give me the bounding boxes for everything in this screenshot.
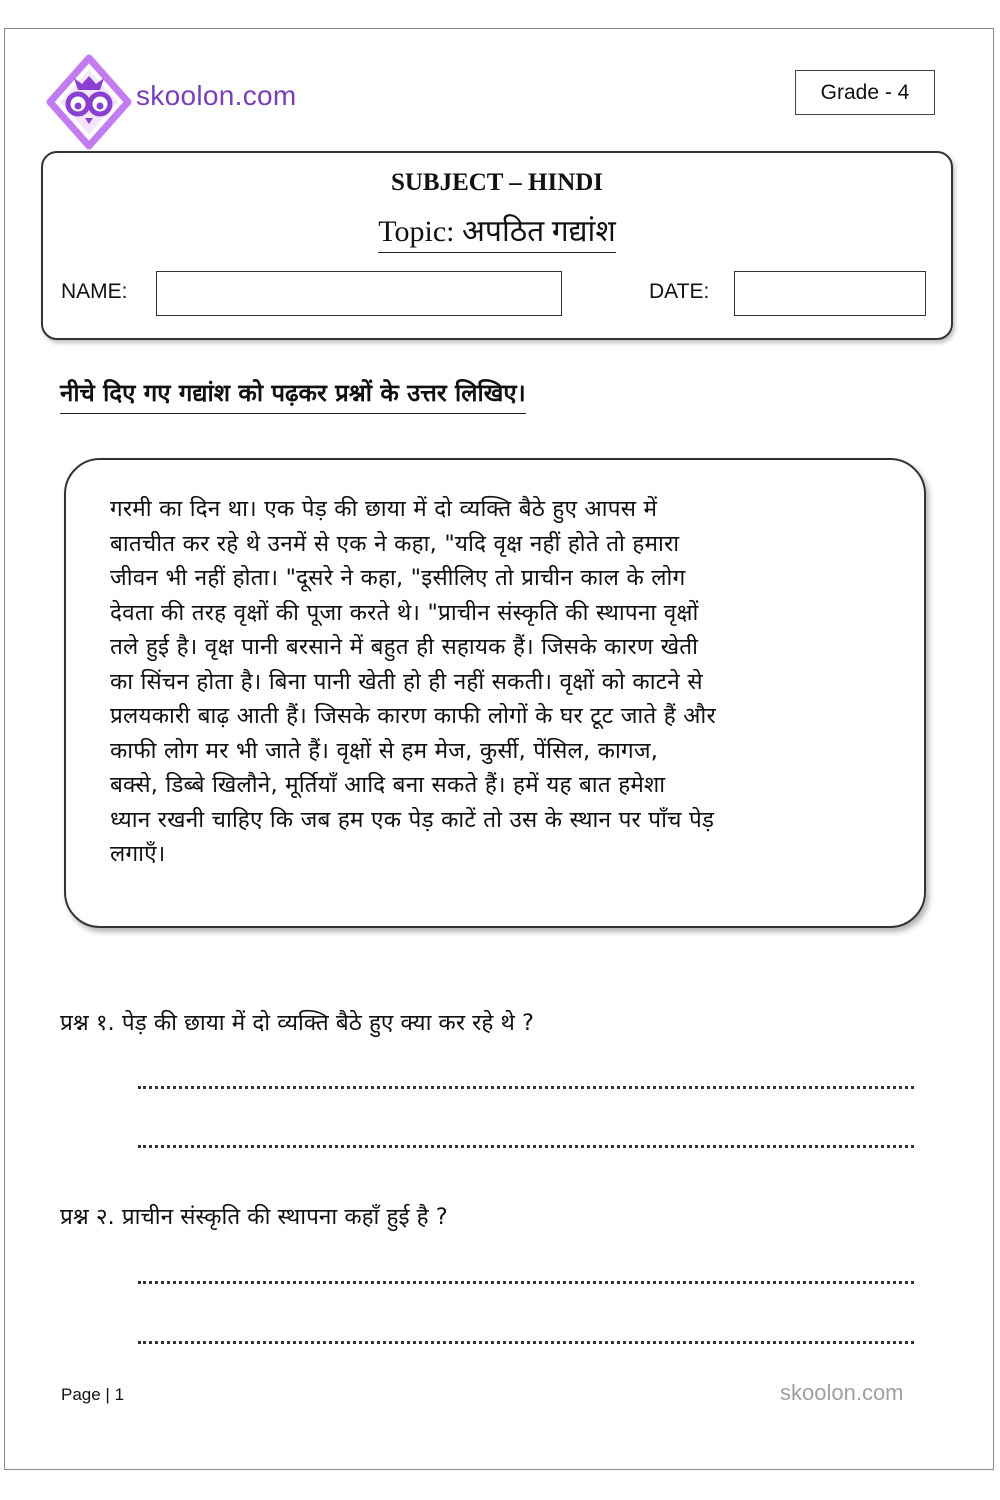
passage-line: का सिंचन होता है। बिना पानी खेती हो ही नहीं सकती। वृक्षों को काटने से	[110, 668, 703, 695]
answer-line-1a[interactable]	[138, 1086, 914, 1089]
page-number: Page | 1	[61, 1385, 125, 1404]
passage-line: काफी लोग मर भी जाते हैं। वृक्षों से हम मेज, कुर्सी, पेंसिल, कागज,	[110, 737, 659, 764]
logo-text: skoolon.com	[136, 80, 297, 111]
name-field[interactable]	[156, 271, 562, 316]
passage-line: देवता की तरह वृक्षों की पूजा करते थे। "प्राचीन संस्कृति की स्थापना वृक्षों	[110, 599, 699, 626]
worksheet-header	[41, 151, 953, 340]
date-field[interactable]	[734, 271, 926, 316]
owl-logo-icon	[44, 54, 134, 150]
passage-line: लगाएँ।	[110, 841, 166, 867]
passage-box	[64, 458, 926, 928]
instruction-heading: नीचे दिए गए गद्यांश को पढ़कर प्रश्नों के उत्तर लिखिए।	[60, 376, 526, 414]
passage-line: जीवन भी नहीं होता। "दूसरे ने कहा, "इसीलिए तो प्राचीन काल के लोग	[110, 565, 686, 591]
skoolon-logo	[44, 54, 324, 150]
passage-line: बक्से, डिब्बे खिलौने, मूर्तियाँ आदि बना सकते हैं। हमें यह बात हमेशा	[110, 772, 666, 798]
date-label: DATE:	[649, 280, 710, 303]
question-2: प्रश्न २. प्राचीन संस्कृति की स्थापना कहाँ हुई है ?	[60, 1204, 448, 1230]
answer-line-2b[interactable]	[138, 1341, 914, 1344]
passage-line: ध्यान रखनी चाहिए कि जब हम एक पेड़ काटें तो उस के स्थान पर पाँच पेड़	[110, 806, 715, 833]
subject-title: SUBJECT – HINDI	[390, 169, 604, 196]
name-label: NAME:	[61, 280, 128, 303]
question-1: प्रश्न १. पेड़ की छाया में दो व्यक्ति बैठे हुए क्या कर रहे थे ?	[60, 1010, 534, 1036]
passage-line: बातचीत कर रहे थे उनमें से एक ने कहा, "यदि वृक्ष नहीं होते तो हमारा	[110, 530, 680, 557]
passage-line: गरमी का दिन था। एक पेड़ की छाया में दो व्यक्ति बैठे हुए आपस में	[110, 496, 658, 522]
passage-line: प्रलयकारी बाढ़ आती हैं। जिसके कारण काफी लोगों के घर टूट जाते हैं और	[110, 703, 716, 729]
grade-label: Grade - 4	[795, 70, 935, 115]
footer-site: skoolon.com	[780, 1380, 904, 1405]
answer-line-1b[interactable]	[138, 1145, 914, 1148]
answer-line-2a[interactable]	[138, 1281, 914, 1284]
passage-line: तले हुई है। वृक्ष पानी बरसाने में बहुत ही सहायक हैं। जिसके कारण खेती	[110, 634, 699, 660]
topic-title: Topic: अपठित गद्यांश	[378, 215, 615, 253]
passage-text	[110, 492, 900, 872]
